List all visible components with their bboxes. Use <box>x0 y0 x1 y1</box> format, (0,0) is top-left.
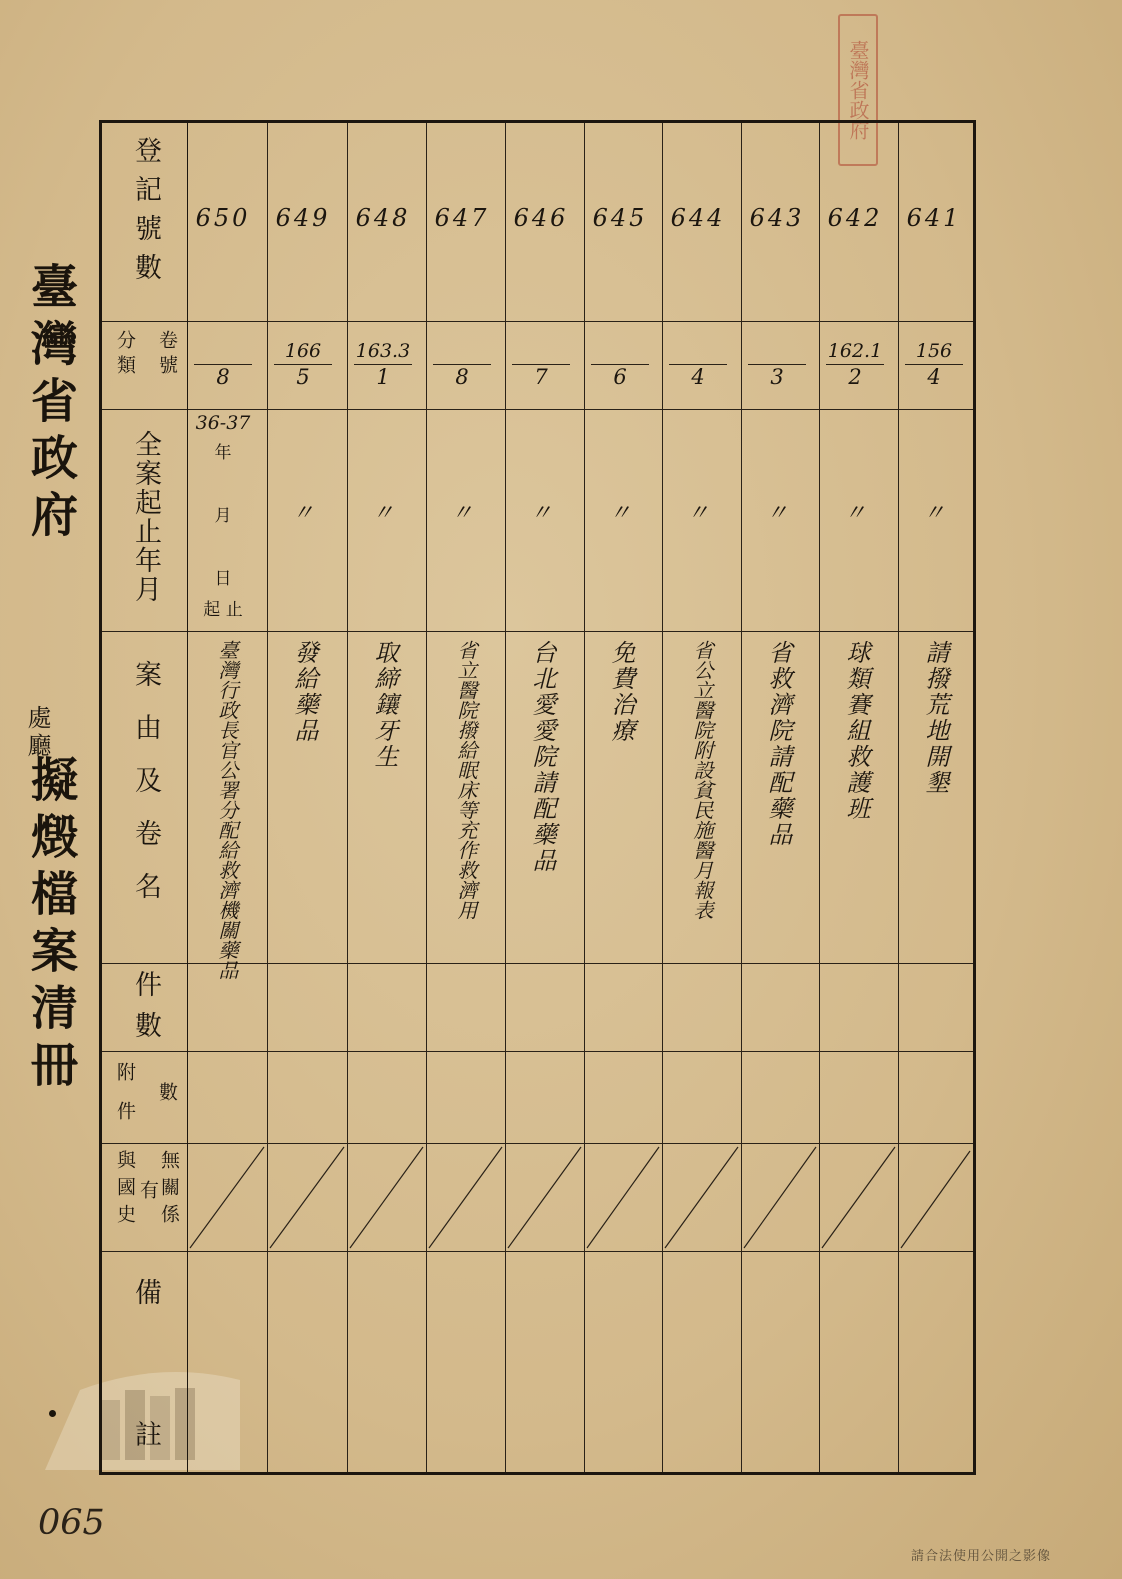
ditto-mark: 〃 <box>291 501 314 526</box>
period-date-range <box>184 412 262 620</box>
subject-text: 臺灣行政長官公署分配給救濟機關藥品 <box>215 640 239 980</box>
subject-text: 台北愛愛院請配藥品 <box>528 640 556 874</box>
seal-stamp: 臺灣省政府 <box>838 14 878 166</box>
reg-number: 642 <box>827 204 883 232</box>
ditto-mark: 〃 <box>686 501 709 526</box>
volume-number: 162.1 <box>827 340 883 362</box>
start-end-label: 起 止 <box>203 600 243 620</box>
relation-strikes <box>102 1143 973 1251</box>
subject-text: 省救濟院請配藥品 <box>764 640 792 848</box>
volume-number <box>184 340 262 362</box>
subject-text: 省立醫院撥給眠床等充作救濟用 <box>454 640 478 920</box>
volume-category <box>423 340 501 389</box>
label-remarks-bottom: 註 <box>130 1420 161 1459</box>
day-label: 日 <box>214 569 232 589</box>
volume-category <box>816 340 894 389</box>
date-range-value: 36-37 <box>195 412 251 434</box>
volume-number <box>502 340 580 362</box>
column-divider <box>347 123 348 1472</box>
subject-text: 取締鑲牙生 <box>370 640 398 770</box>
ditto-mark: 〃 <box>922 501 945 526</box>
row-divider <box>102 321 973 322</box>
category-number: 8 <box>216 365 230 389</box>
reg-number: 643 <box>749 204 805 232</box>
ditto-mark: 〃 <box>371 501 394 526</box>
label-attach: 附件 <box>114 1062 136 1140</box>
category-number: 7 <box>534 365 548 389</box>
label-count: 件數 <box>130 970 161 1052</box>
volume-number: 156 <box>915 340 953 362</box>
reg-number: 641 <box>906 204 962 232</box>
label-relation-history: 與國史 <box>114 1150 136 1231</box>
volume-number <box>581 340 659 362</box>
department-label: 處廳 <box>23 705 51 761</box>
label-relation-has: 有 <box>137 1180 159 1205</box>
category-number: 1 <box>376 365 390 389</box>
month-label: 月 <box>214 506 232 526</box>
volume-number: 163.3 <box>355 340 411 362</box>
subject-text: 免費治療 <box>607 640 635 744</box>
subject-text: 請撥荒地開墾 <box>921 640 949 796</box>
volume-category <box>344 340 422 389</box>
subject-text: 球類賽組救護班 <box>842 640 870 822</box>
label-attach-count: 數 <box>156 1082 178 1107</box>
volume-category <box>895 340 973 389</box>
column-divider <box>187 123 188 1472</box>
ditto-mark: 〃 <box>608 501 631 526</box>
document-title: 臺灣省政府 <box>23 262 78 547</box>
volume-category <box>581 340 659 389</box>
reg-number: 649 <box>275 204 331 232</box>
column-divider <box>819 123 820 1472</box>
volume-number <box>738 340 816 362</box>
category-number: 4 <box>691 365 705 389</box>
category-number: 6 <box>613 365 627 389</box>
column-divider <box>584 123 585 1472</box>
subject-text: 省公立醫院附設貧民施醫月報表 <box>690 640 714 920</box>
label-remarks-top: 備 <box>130 1278 161 1317</box>
label-subject: 案由及卷名 <box>130 660 161 925</box>
volume-category <box>184 340 262 389</box>
volume-category <box>659 340 737 389</box>
column-divider <box>426 123 427 1472</box>
row-divider <box>102 1251 973 1252</box>
document-subtitle: 擬燬檔案清冊 <box>23 755 78 1097</box>
reg-number: 648 <box>355 204 411 232</box>
ditto-mark: 〃 <box>450 501 473 526</box>
reg-number: 644 <box>670 204 726 232</box>
column-divider <box>741 123 742 1472</box>
column-divider <box>898 123 899 1472</box>
subject-text: 發給藥品 <box>290 640 318 744</box>
volume-category <box>264 340 342 389</box>
category-number: 3 <box>770 365 784 389</box>
ditto-mark: 〃 <box>843 501 866 526</box>
reg-number: 645 <box>592 204 648 232</box>
reg-number: 650 <box>195 204 251 232</box>
category-number: 8 <box>455 365 469 389</box>
column-divider <box>505 123 506 1472</box>
reg-number: 647 <box>434 204 490 232</box>
category-number: 5 <box>296 365 310 389</box>
volume-category <box>738 340 816 389</box>
row-divider <box>102 409 973 410</box>
volume-category <box>502 340 580 389</box>
volume-number <box>659 340 737 362</box>
category-number: 4 <box>927 365 941 389</box>
row-divider <box>102 631 973 632</box>
footer-notice: 請合法使用公開之影像 <box>911 1549 1052 1564</box>
column-divider <box>662 123 663 1472</box>
category-number: 2 <box>848 365 862 389</box>
label-relation-none: 無關係 <box>158 1150 180 1231</box>
ditto-mark: 〃 <box>529 501 552 526</box>
label-reg-no: 登記號數 <box>130 136 161 292</box>
label-vol-no: 卷號 <box>156 330 178 380</box>
year-label: 年 <box>214 443 232 463</box>
reg-number: 646 <box>513 204 569 232</box>
label-category: 分類 <box>114 330 136 380</box>
volume-number <box>423 340 501 362</box>
volume-number: 166 <box>284 340 322 362</box>
column-divider <box>267 123 268 1472</box>
ditto-mark: 〃 <box>765 501 788 526</box>
label-period: 全案起止年月 <box>130 430 161 604</box>
page-number: 065 <box>38 1503 105 1543</box>
row-divider <box>102 1051 973 1052</box>
